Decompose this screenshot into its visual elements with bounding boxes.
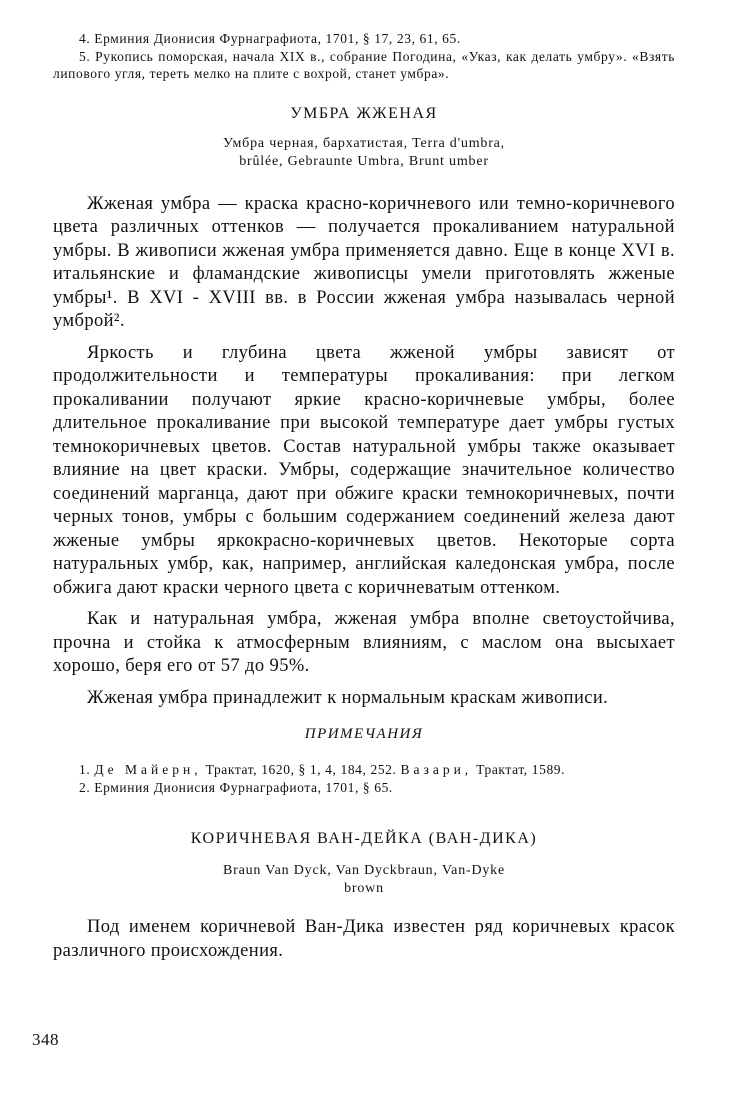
page-number: 348 bbox=[32, 1030, 59, 1049]
paragraph: Под именем коричневой Ван-Дика известен ряд коричневых красок различного происхождения. bbox=[53, 917, 675, 961]
synonyms-line-2: brown bbox=[344, 881, 384, 896]
note-1-author-2: Вазари, bbox=[400, 762, 473, 777]
paragraph: Жженая умбра — краска красно-коричневого или темно-коричневого цвета различных оттенков — получается прокаливанием натуральной умбры. В живописи жженая умбра применяется давно. Еще в конце XVI в. итальянские и фламандские живописцы умели приготовлять жженые умбры¹. В XVI - XVIII вв. в России жженая умбра называлась черной умброй². bbox=[53, 193, 675, 331]
note-2: 2. Ерминия Дионисия Фурнаграфиота, 1701, § 65. bbox=[79, 779, 393, 795]
synonyms-line-1: Braun Van Dyck, Van Dyckbraun, Van-Dyke bbox=[223, 863, 505, 878]
section-body-burnt-umber bbox=[53, 193, 675, 711]
paragraph: Жженая умбра принадлежит к нормальным краскам живописи. bbox=[87, 687, 609, 708]
synonyms-burnt-umber bbox=[53, 135, 675, 171]
synonyms-van-dyke-brown bbox=[53, 862, 675, 898]
book-page bbox=[53, 30, 675, 963]
synonyms-line-2: brûlée, Gebraunte Umbra, Brunt umber bbox=[239, 153, 489, 169]
note-1-text-2: Трактат, 1589. bbox=[476, 762, 566, 777]
note-1-number: 1. bbox=[79, 762, 91, 777]
notes-list bbox=[53, 761, 675, 796]
footnote-5: 5. Рукопись поморская, начала XIX в., собрание Погодина, «Указ, как делать умбру». «Взять липового угля, тереть мелко на плите с вохрой, станет умбра». bbox=[53, 48, 675, 81]
footnote-4: 4. Ерминия Дионисия Фурнаграфиота, 1701, § 17, 23, 61, 65. bbox=[79, 31, 461, 46]
paragraph: Яркость и глубина цвета жженой умбры зависят от продолжительности и температуры прокаливания: при легком прокаливании получают яркие красно-коричневые умбры, более длительное прокаливание при высокой температуре дает умбры густых темнокоричневых цветов. Состав натуральной умбры также оказывает влияние на цвет краски. Умбры, содержащие значительное количество соединений марганца, дают при обжиге краски темнокоричневых, почти черных тонов, умбры с большим содержанием соединений железа дают жженые умбры яркокрасно-коричневых цветов. Некоторые сорта натуральных умбр, как, например, английская каледонская умбра, после обжига дают краски черного цвета с коричневатым оттенком. bbox=[53, 342, 675, 598]
section-heading-burnt-umber: УМБРА ЖЖЕНАЯ bbox=[290, 104, 438, 122]
notes-heading: ПРИМЕЧАНИЯ bbox=[304, 726, 424, 742]
top-footnotes bbox=[53, 30, 675, 83]
synonyms-line-1: Умбра черная, бархатистая, Terra d'umbra, bbox=[223, 135, 505, 151]
note-1-author-1: Де Майерн, bbox=[94, 762, 202, 777]
note-1-text-1: Трактат, 1620, § 1, 4, 184, 252. bbox=[205, 762, 397, 777]
paragraph: Как и натуральная умбра, жженая умбра вполне светоустойчива, прочна и стойка к атмосферным влияниям, с маслом она высыхает хорошо, беря его от 57 до 95%. bbox=[53, 609, 675, 676]
note-1 bbox=[53, 761, 675, 779]
section-body-van-dyke-brown bbox=[53, 916, 675, 963]
section-heading-van-dyke-brown: КОРИЧНЕВАЯ ВАН-ДЕЙКА (ВАН-ДИКА) bbox=[190, 830, 538, 847]
